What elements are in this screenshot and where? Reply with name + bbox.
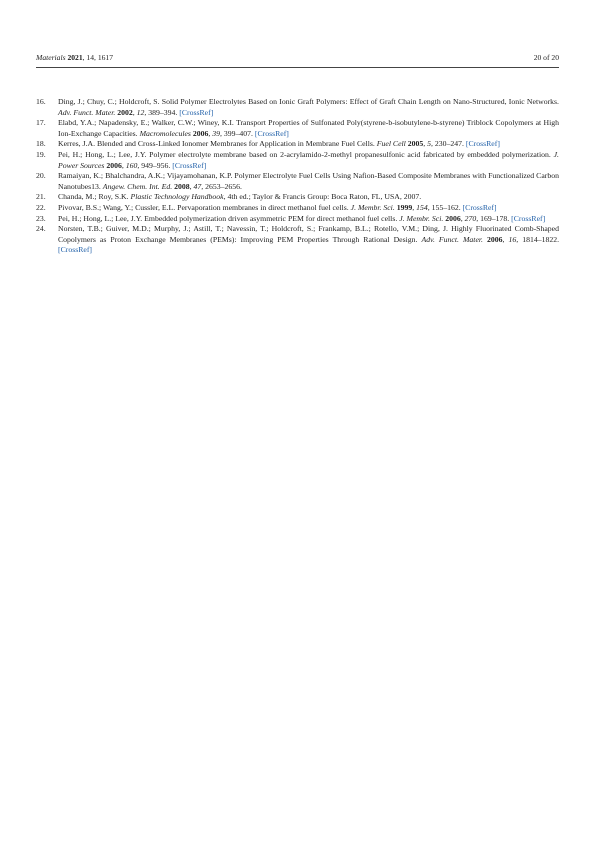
reference-item	[36, 214, 559, 225]
reference-item	[36, 97, 559, 118]
volume: 12	[136, 107, 145, 117]
crossref-link[interactable]: [CrossRef]	[254, 128, 289, 138]
pub-year: 2006	[487, 234, 503, 244]
volume: 154	[416, 202, 428, 212]
reference-item	[36, 192, 559, 203]
reference-item	[36, 150, 559, 171]
reference-number: 23.	[36, 213, 46, 223]
reference-list	[36, 97, 559, 256]
volume: 5	[427, 139, 432, 149]
journal-abbrev: Angew. Chem. Int. Ed.	[102, 181, 173, 191]
journal-abbrev: J. Membr. Sci.	[399, 213, 444, 223]
journal-name: Materials	[36, 53, 66, 62]
reference-item	[36, 224, 559, 256]
pub-year: 2006	[106, 160, 122, 170]
page-number: 20 of 20	[533, 53, 559, 62]
volume: 160	[125, 160, 138, 170]
reference-text: Chanda, M.; Roy, S.K. Plastic Technology Handbook, 4th ed.; Taylor & Francis Group: Boca Raton, FL, USA, 2007.	[58, 192, 422, 202]
header-rule	[36, 67, 559, 68]
reference-number: 21.	[36, 192, 46, 202]
reference-number: 19.	[36, 149, 46, 159]
book-title: Plastic Technology Handbook	[130, 192, 224, 202]
pub-year: 2005	[407, 139, 424, 149]
reference-number: 18.	[36, 139, 46, 149]
reference-number: 17.	[36, 118, 46, 128]
pub-year: 2002	[117, 107, 133, 117]
journal-year: 2021	[67, 53, 83, 62]
reference-text: Pei, H.; Hong, L.; Lee, J.Y. Embedded polymerization driven asymmetric PEM for direct methanol fuel cells. J. Membr. Sci. 2006, 270, 169–178. [CrossRef]	[58, 213, 546, 223]
journal-abbrev: Fuel Cell	[376, 139, 406, 149]
reference-number: 22.	[36, 202, 46, 212]
reference-item	[36, 139, 559, 150]
crossref-link[interactable]: [CrossRef]	[465, 139, 500, 149]
crossref-link[interactable]: [CrossRef]	[172, 160, 207, 170]
reference-number: 16.	[36, 97, 46, 106]
reference-text: Elabd, Y.A.; Napadensky, E.; Walker, C.W.; Winey, K.I. Transport Properties of Sulfonated Poly(styrene-b-isobutylene-b-styrene) Triblock Copolymers at High Ion-Exchange Capacities. Macromolecules 2006, 39, 399–407. [CrossRef]	[58, 118, 559, 138]
journal-abbrev: Macromolecules	[139, 128, 191, 138]
pub-year: 1999	[396, 202, 413, 212]
journal-abbrev: J. Power Sources	[58, 149, 559, 170]
pub-year: 2008	[174, 181, 190, 191]
reference-text: Kerres, J.A. Blended and Cross-Linked Ionomer Membranes for Application in Membrane Fuel Cells. Fuel Cell 2005, 5, 230–247. [CrossRef]	[58, 139, 500, 149]
journal-volume-article: 14, 1617	[86, 53, 113, 62]
reference-text: Ramaiyan, K.; Bhalchandra, A.K.; Vijayamohanan, K.P. Polymer Electrolyte Fuel Cells Using Nafion-Based Composite Membranes with Functionalized Carbon Nanotubes13. Angew. Chem. Int. Ed. 2008, 47, 2653–2656.	[58, 171, 559, 191]
volume: 39	[212, 128, 220, 138]
volume: 16	[508, 234, 517, 244]
crossref-link[interactable]: [CrossRef]	[58, 245, 93, 255]
reference-text: Pei, H.; Hong, L.; Lee, J.Y. Polymer electrolyte membrane based on 2-acrylamido-2-methyl propanesulfonic acid fabricated by embedded polymerization. J. Power Sources 2006, 160, 949–956. [CrossRef]	[58, 149, 559, 170]
reference-text: Ding, J.; Chuy, C.; Holdcroft, S. Solid Polymer Electrolytes Based on Ionic Graft Polymers: Effect of Graft Chain Length on Nano-Structured, Ionic Networks. Adv. Funct. Mater. 2002, 12, 389–394. [CrossRef]	[58, 97, 559, 117]
reference-number: 24.	[36, 224, 46, 234]
volume: 47	[193, 181, 202, 191]
journal-citation: Materials 2021, 14, 1617	[36, 53, 113, 62]
reference-item	[36, 171, 559, 192]
journal-abbrev: J. Membr. Sci.	[350, 202, 395, 212]
page-header	[36, 53, 559, 63]
pub-year: 2006	[445, 213, 461, 223]
crossref-link[interactable]: [CrossRef]	[511, 213, 546, 223]
pub-year: 2006	[192, 128, 209, 138]
volume: 270	[464, 213, 477, 223]
journal-abbrev: Adv. Funct. Mater.	[421, 234, 483, 244]
reference-item	[36, 118, 559, 139]
reference-text: Pivovar, B.S.; Wang, Y.; Cussler, E.L. Pervaporation membranes in direct methanol fuel cells. J. Membr. Sci. 1999, 154, 155–162. [CrossRef]	[58, 202, 497, 212]
crossref-link[interactable]: [CrossRef]	[179, 107, 214, 117]
reference-item	[36, 203, 559, 214]
journal-abbrev: Adv. Funct. Mater.	[58, 107, 116, 117]
crossref-link[interactable]: [CrossRef]	[462, 202, 497, 212]
reference-number: 20.	[36, 171, 46, 181]
reference-text: Norsten, T.B.; Guiver, M.D.; Murphy, J.; Astill, T.; Navessin, T.; Holdcroft, S.; Frankamp, B.L.; Rotello, V.M.; Ding, J. Highly Fluorinated Comb-Shaped Copolymers as Proton Exchange Membranes (PEMs): Improving PEM Properties Through Rational Design. Adv. Funct. Mater. 2006, 16, 1814–1822. [CrossRef]	[58, 224, 560, 255]
